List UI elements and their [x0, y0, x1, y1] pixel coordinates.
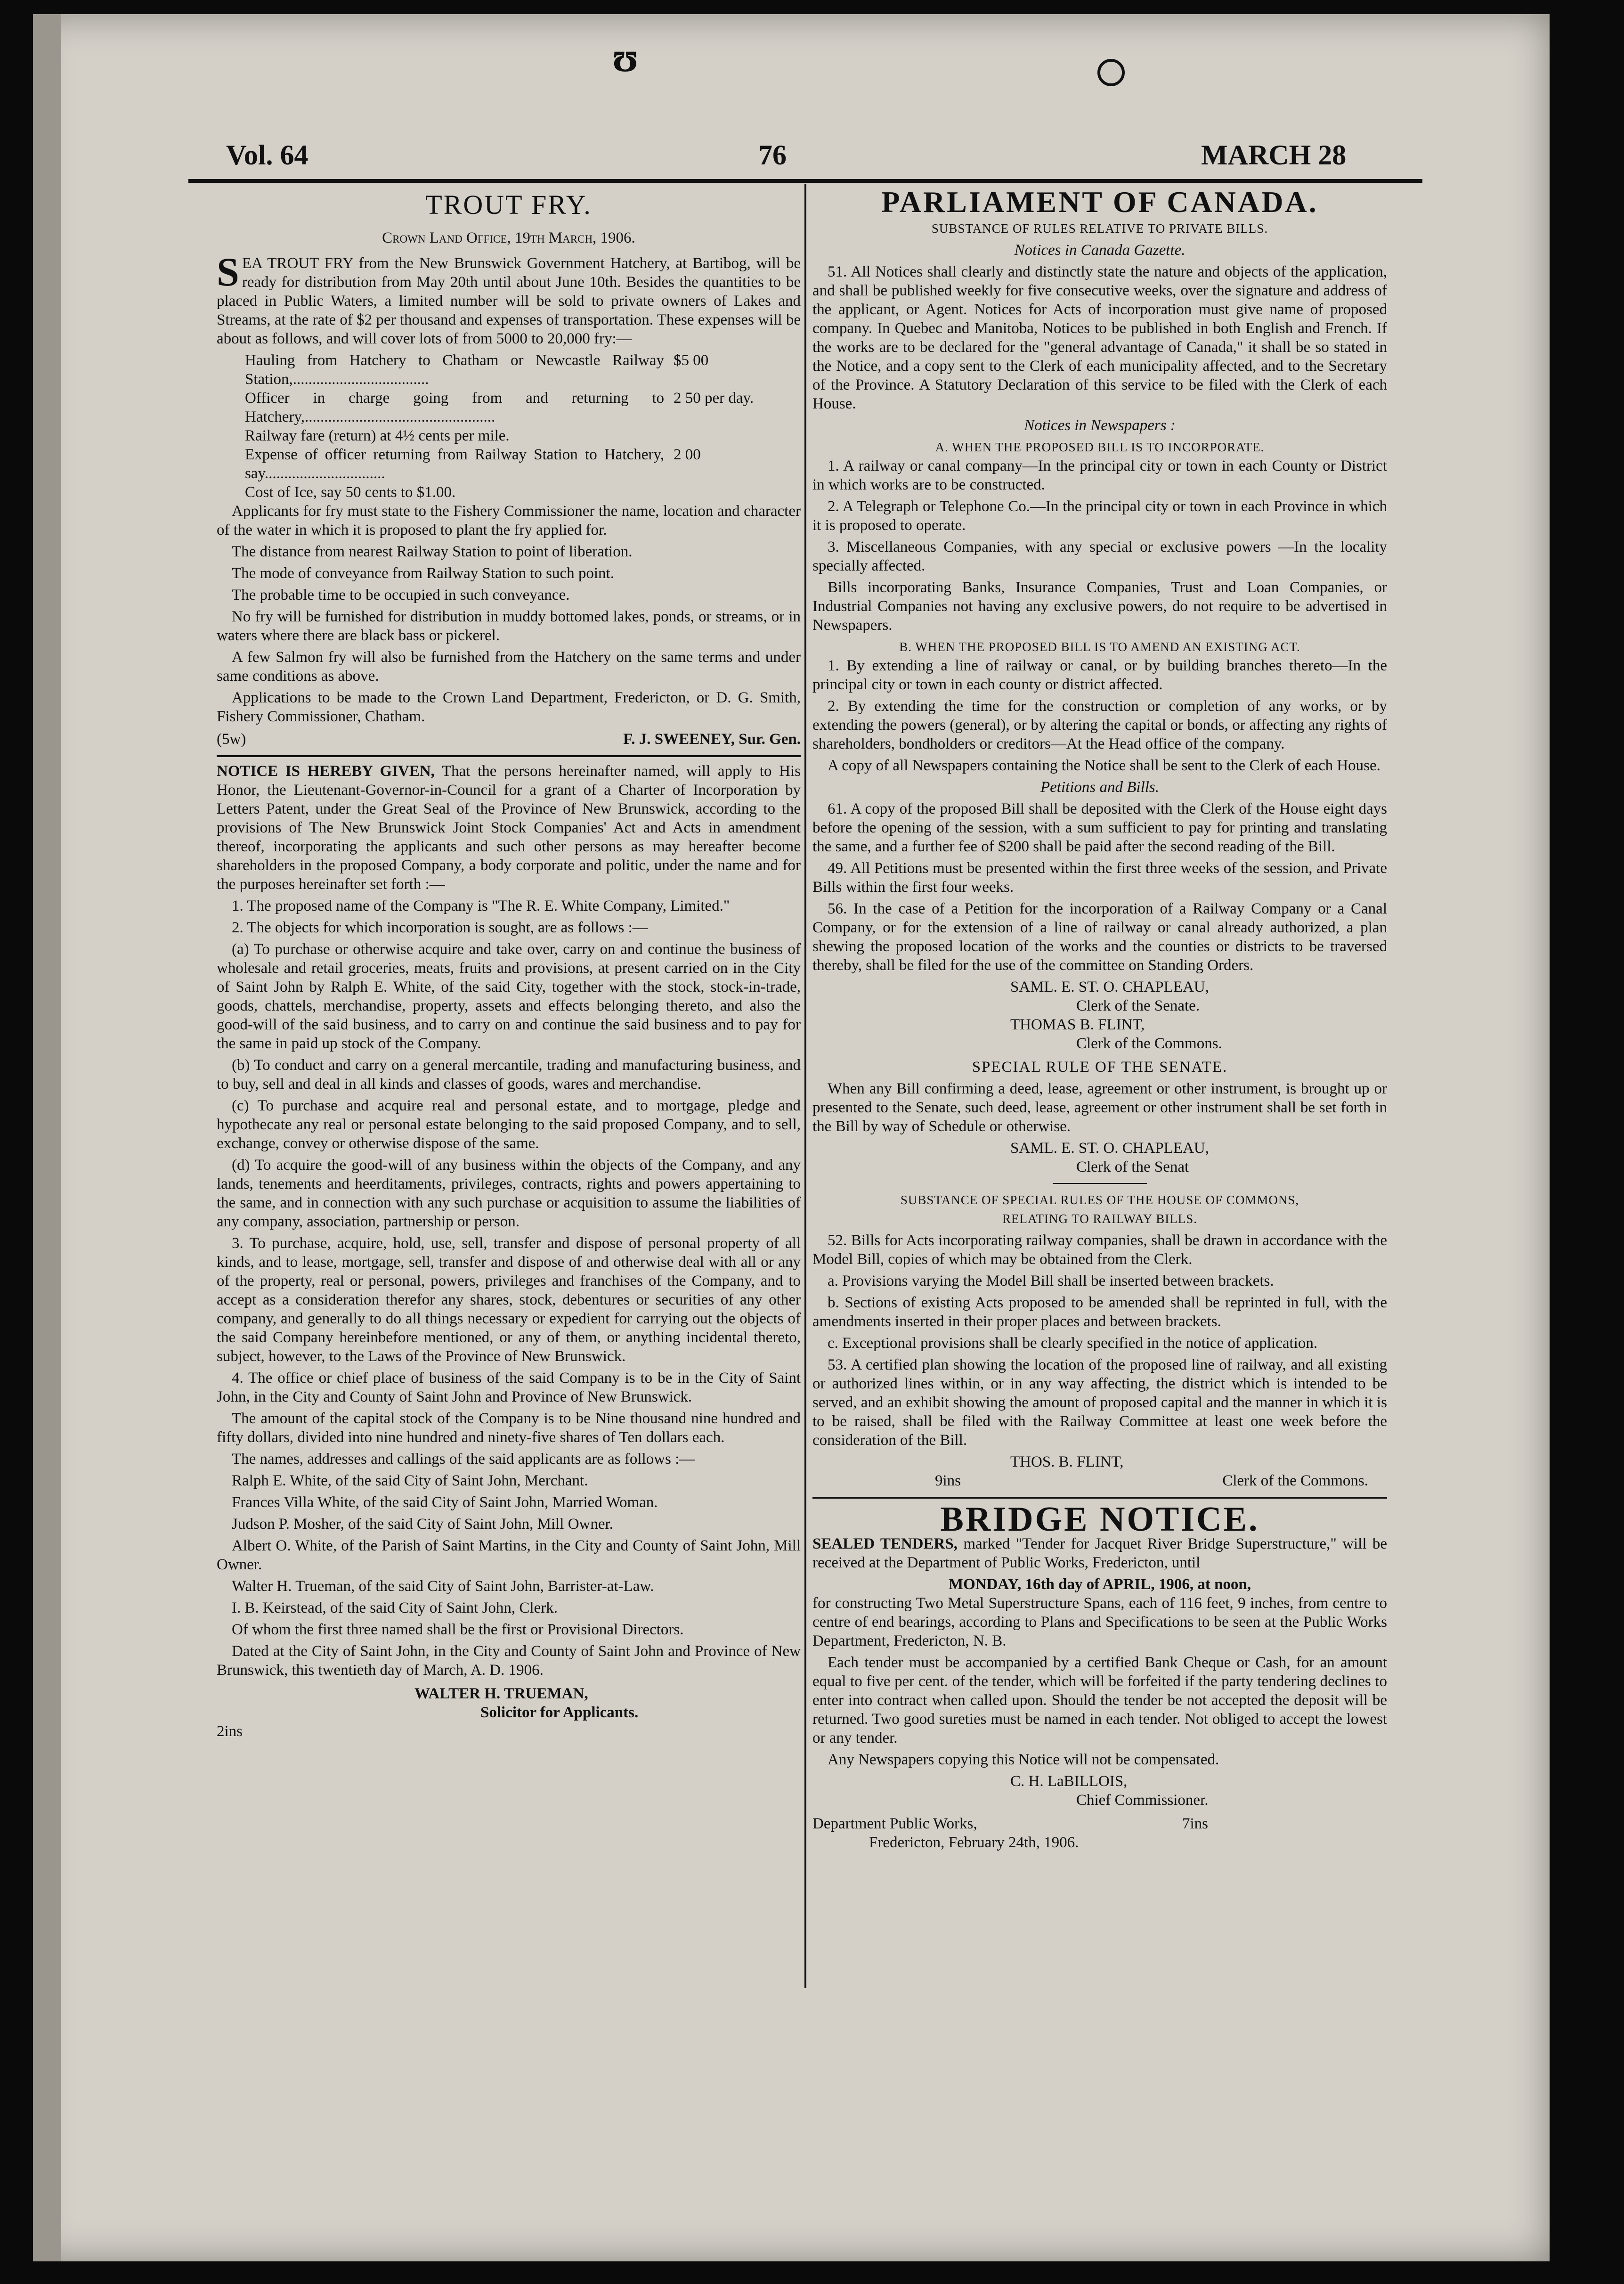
cost-row	[217, 389, 801, 426]
bridge-purpose: for constructing Two Metal Superstructure Spans, each of 116 feet, 9 inches, from centre to centre of end bearings, according to Plans and Specifications to be seen at the Public Works Department, Fredericton, N. B.	[812, 1595, 1387, 1649]
notice-insertion-count: 2ins	[217, 1723, 243, 1740]
senate-clerk-name-2: SAML. E. ST. O. CHAPLEAU,	[1010, 1140, 1209, 1157]
cost-amount: 2 50 per day.	[674, 390, 754, 407]
section-a-heading: A. WHEN THE PROPOSED BILL IS TO INCORPORATE.	[935, 440, 1265, 454]
bridge-department: Department Public Works,	[812, 1815, 977, 1832]
parliament-footer	[812, 1471, 1387, 1490]
bridge-intro: SEALED TENDERS, marked "Tender for Jacquet River Bridge Superstructure," will be received at the Department of Public Works, Fredericton, until	[812, 1535, 1388, 1571]
cost-amount: 2 00	[674, 446, 701, 463]
incorporation-notice-paragraphs	[217, 897, 801, 1680]
issue-date: MARCH 28	[1201, 139, 1347, 171]
commons-clerk-role: Clerk of the Commons.	[1076, 1035, 1222, 1052]
notice-paragraph: I. B. Keirstead, of the said City of Saint John, Clerk.	[232, 1599, 558, 1616]
commons-item: b. Sections of existing Acts proposed to be amended shall be reprinted in full, with the amendments inserted in their proper places and between brackets.	[812, 1294, 1387, 1330]
section-a-item: 1. A railway or canal company—In the principal city or town in each County or District in which works are to be constructed.	[812, 457, 1387, 493]
trout-fry-paragraph: Applicants for fry must state to the Fishery Commissioner the name, location and character of the water in which it is proposed to plant the fry applied for.	[217, 503, 801, 538]
bridge-dept-line	[812, 1814, 1387, 1833]
gazette-heading: Notices in Canada Gazette.	[1014, 242, 1186, 259]
newspapers-heading: Notices in Newspapers :	[1024, 417, 1176, 434]
trout-fry-paragraph: The mode of conveyance from Railway Station to such point.	[232, 565, 614, 582]
left-column	[217, 191, 801, 1741]
commons-item: 52. Bills for Acts incorporating railway companies, shall be drawn in accordance with the Model Bill, copies of which may be obtained from the Clerk.	[812, 1232, 1387, 1268]
notice-paragraph: The amount of the capital stock of the Company is to be Nine thousand nine hundred and fifty dollars, divided into nine hundred and ninety-five shares of Ten dollars each.	[217, 1410, 801, 1446]
notice-paragraph: Frances Villa White, of the said City of Saint John, Married Woman.	[232, 1494, 658, 1511]
header-rule	[188, 179, 1422, 183]
notice-paragraph: Judson P. Mosher, of the said City of Saint John, Mill Owner.	[232, 1516, 613, 1533]
cost-row	[217, 351, 801, 389]
notice-paragraph: Albert O. White, of the Parish of Saint Martins, in the City and County of Saint John, Mill Owner.	[217, 1537, 801, 1573]
binding-edge	[33, 14, 61, 2261]
short-rule	[1053, 1183, 1147, 1184]
senate-clerk-name: SAML. E. ST. O. CHAPLEAU,	[1010, 979, 1209, 995]
bridge-paragraphs	[812, 1653, 1387, 1769]
notice-paragraph: 4. The office or chief place of business of the said Company is to be in the City of Saint John, in the City and County of Saint John and Province of New Brunswick.	[217, 1370, 801, 1405]
bridge-insertions: 7ins	[1182, 1815, 1208, 1832]
commons-clerk-name-2: THOS. B. FLINT,	[1010, 1453, 1124, 1470]
trout-fry-paragraph: Applications to be made to the Crown Land Department, Fredericton, or D. G. Smith, Fishery Commissioner, Chatham.	[217, 689, 801, 725]
notice-paragraph: Dated at the City of Saint John, in the City and County of Saint John and Province of New Brunswick, this twentieth day of March, A. D. 1906.	[217, 1643, 801, 1679]
cost-label: Officer in charge going from and returning to Hatchery,.................................................	[245, 390, 664, 425]
cost-row	[217, 483, 801, 502]
senate-clerk-role: Clerk of the Senate.	[1076, 997, 1200, 1014]
petition-item: 49. All Petitions must be presented within the first three weeks of the session, and Private Bills within the first four weeks.	[812, 860, 1387, 896]
trout-fry-intro: SEA TROUT FRY from the New Brunswick Government Hatchery, at Bartibog, will be ready for distribution from May 20th until about June 10th. Besides the quantities to be placed in Public Waters, a limited number will be sold to private owners of Lakes and Streams, at the rate of $2 per thousand and expenses of transportation. These expenses will be about as follows, and will cover lots of from 5000 to 20,000 fry:—	[217, 249, 801, 347]
cost-amount: $5 00	[674, 352, 709, 369]
commons-item: a. Provisions varying the Model Bill shall be inserted between brackets.	[828, 1273, 1274, 1289]
trout-fry-paragraph: The distance from nearest Railway Station to point of liberation.	[232, 543, 633, 560]
notice-signature-role: Solicitor for Applicants.	[480, 1704, 639, 1721]
section-b-heading: B. WHEN THE PROPOSED BILL IS TO AMEND AN EXISTING ACT.	[899, 640, 1300, 654]
notice-paragraph: 1. The proposed name of the Company is "The R. E. White Company, Limited."	[232, 897, 730, 914]
section-a-item: Bills incorporating Banks, Insurance Companies, Trust and Loan Companies, or Industrial Companies not having any exclusive powers, do not require to be advertised in Newspapers.	[812, 579, 1387, 634]
bridge-paragraph: Any Newspapers copying this Notice will not be compensated.	[828, 1751, 1219, 1768]
incorporation-notice-intro: NOTICE IS HEREBY GIVEN, That the persons hereinafter named, will apply to His Honor, the Lieutenant-Governor-in-Council for a grant of a Charter of Incorporation by Letters Patent, under the Great Seal of the Province of New Brunswick, according to the provisions of The New Brunswick Joint Stock Companies' Act and Acts in amendment thereof, incorporating the applicants and such other persons as may hereafter become shareholders in the proposed Company, a body corporate and politic, under the name and for the purposes hereinafter set forth :—	[217, 763, 801, 893]
section-rule	[217, 755, 801, 757]
trout-fry-signature: F. J. SWEENEY, Sur. Gen.	[623, 731, 801, 748]
senate-clerk-role-2: Clerk of the Senat	[1076, 1158, 1189, 1175]
section-a-items	[812, 457, 1387, 635]
bridge-dept-date: Fredericton, February 24th, 1906.	[869, 1834, 1079, 1851]
trout-fry-paragraph: No fry will be furnished for distribution in muddy bottomed lakes, ponds, or streams, or in waters where there are black bass or pickerel.	[217, 608, 801, 644]
notice-paragraph: 3. To purchase, acquire, hold, use, sell, transfer and dispose of personal property of all kinds, and to lease, mortgage, sell, transfer and dispose of and otherwise deal with all or any of the property, real or personal, powers, privileges and franchises of the Company, and to accept as a consideration therefor any shares, stock, debentures or securities of any other company, and generally to do all things necessary or expedient for carrying out the objects of the said Company hereinbefore mentioned, or any of them, or anything incidental thereto, subject, however, to the Laws of the Province of New Brunswick.	[217, 1235, 801, 1365]
section-b-items	[812, 656, 1387, 775]
page-number: 76	[758, 139, 787, 171]
commons-clerk-name: THOMAS B. FLINT,	[1010, 1016, 1145, 1033]
notice-paragraph: (c) To purchase and acquire real and personal estate, and to mortgage, pledge and hypothecate any real or personal estate belonging to the said proposed Company, and to sell, exchange, convey or otherwise dispose of the same.	[217, 1097, 801, 1152]
rule-51: 51. All Notices shall clearly and distinctly state the nature and objects of the application, and shall be published weekly for five consecutive weeks, over the signature and address of the applicant, or Agent. Notices for Acts of incorporation must give name of proposed company. In Quebec and Manitoba, Notices to be published in both English and French. If the works are to be declared for the "general advantage of Canada," it shall be so stated in the Notice, and a copy sent to the Clerk of each municipality affected, and to the Secretary of the Province. A Statutory Declaration of this service to be filed with the Clerk of each House.	[812, 263, 1387, 412]
bridge-notice-title: BRIDGE NOTICE.	[940, 1500, 1259, 1539]
punch-hole-icon	[1097, 59, 1125, 86]
petition-items	[812, 799, 1387, 975]
trout-fry-paragraphs	[217, 502, 801, 726]
trout-fry-paragraph: A few Salmon fry will also be furnished from the Hatchery on the same terms and under same conditions as above.	[217, 649, 801, 685]
notice-paragraph: 2. The objects for which incorporation is sought, are as follows :—	[232, 919, 648, 936]
senate-rule-text: When any Bill confirming a deed, lease, agreement or other instrument, is brought up or presented to the Senate, such deed, lease, agreement or other instrument shall be set forth in the Bill by way of Schedule or otherwise.	[812, 1080, 1387, 1135]
section-rule-2	[812, 1497, 1387, 1499]
trout-fry-title: TROUT FRY.	[425, 189, 592, 220]
parliament-insertions: 9ins	[935, 1472, 961, 1489]
section-a-item: 3. Miscellaneous Companies, with any special or exclusive powers —In the locality specially affected.	[812, 538, 1387, 574]
insertion-count: (5w)	[217, 731, 246, 748]
senate-rule-heading: SPECIAL RULE OF THE SENATE.	[972, 1059, 1228, 1076]
notice-paragraph: Walter H. Trueman, of the said City of Saint John, Barrister-at-Law.	[232, 1578, 654, 1595]
notice-paragraph: (a) To purchase or otherwise acquire and take over, carry on and continue the business of wholesale and retail groceries, meats, fruits and provisions, at present carried on in the City of Saint John by Ralph E. White, of the said City, together with the stock, stock-in-trade, goods, chattels, merchandise, property, assets and effects belonging thereto, and also the good-will of the said business, and to carry on and continue the said business and to pay for the same in paid up stock of the Company.	[217, 941, 801, 1052]
cost-label: Expense of officer returning from Railway Station to Hatchery, say...............................	[245, 446, 664, 482]
bridge-paragraph: Each tender must be accompanied by a certified Bank Cheque or Cash, for an amount equal to five per cent. of the tender, which will be forfeited if the party tendering declines to enter into contract when called upon. Should the tender be not accepted the deposit will be returned. Two good sureties must be named in each tender. Not obliged to accept the lowest or any tender.	[812, 1654, 1387, 1746]
commons-items	[812, 1231, 1387, 1450]
notice-paragraph: Of whom the first three named shall be the first or Provisional Directors.	[232, 1621, 684, 1638]
section-b-item: A copy of all Newspapers containing the Notice shall be sent to the Clerk of each House.	[828, 757, 1380, 774]
newspaper-page	[33, 14, 1550, 2261]
bridge-deadline: MONDAY, 16th day of APRIL, 1906, at noon,	[948, 1576, 1251, 1593]
notice-paragraph: (d) To acquire the good-will of any business within the objects of the Company, and any lands, tenements and heerditaments, privileges, contracts, rights and powers appertaining to the same, and in connection with any such purchase or acquisition to assume the liabilities of any company, association, partnership or person.	[217, 1157, 801, 1230]
bridge-signature-role: Chief Commissioner.	[1076, 1792, 1209, 1809]
trout-fry-footer	[217, 730, 801, 749]
cost-row	[217, 445, 801, 483]
cost-label: Cost of Ice, say 50 cents to $1.00.	[245, 484, 456, 501]
petitions-heading: Petitions and Bills.	[1040, 779, 1160, 796]
notice-paragraph: (b) To conduct and carry on a general mercantile, trading and manufacturing business, and to buy, sell and deal in all kinds and classes of goods, wares and merchandise.	[217, 1057, 801, 1093]
cost-list	[217, 351, 801, 502]
notice-signature: WALTER H. TRUEMAN,	[414, 1685, 588, 1702]
petition-item: 56. In the case of a Petition for the incorporation of a Railway Company or a Canal Company, or for the extension of a line of railway or canal already authorized, a plan shewing the proposed location of the works and the counties or districts to be traversed thereby, shall be filed for the use of the committee on Standing Orders.	[812, 900, 1387, 974]
commons-heading-2: RELATING TO RAILWAY BILLS.	[1002, 1212, 1197, 1226]
right-column	[812, 185, 1388, 1852]
notice-paragraph: Ralph E. White, of the said City of Saint John, Merchant.	[232, 1472, 588, 1489]
column-rule	[804, 184, 806, 1988]
petition-item: 61. A copy of the proposed Bill shall be deposited with the Clerk of the House eight days before the opening of the session, with a sum sufficient to pay for printing and translating the same, and a further fee of $200 shall be paid after the second reading of the Bill.	[812, 800, 1387, 855]
parliament-title: PARLIAMENT OF CANADA.	[881, 185, 1318, 219]
section-b-item: 2. By extending the time for the construction or completion of any works, or by extending the powers (general), or by altering the capital or bonds, or affecting any rights of shareholders, bondholders or creditors—At the Head office of the company.	[812, 698, 1387, 752]
commons-clerk-role-2: Clerk of the Commons.	[1222, 1472, 1368, 1489]
cost-amount	[664, 483, 801, 502]
cost-label: Railway fare (return) at 4½ cents per mile.	[245, 427, 510, 444]
section-a-item: 2. A Telegraph or Telephone Co.—In the principal city or town in each Province in which it is proposed to operate.	[812, 498, 1387, 534]
bridge-signature: C. H. LaBILLOIS,	[1010, 1773, 1128, 1790]
drop-cap: S	[217, 249, 239, 294]
volume-label: Vol. 64	[226, 139, 309, 171]
trout-fry-dateline: Crown Land Office, 19th March, 1906.	[382, 229, 635, 246]
parliament-subtitle: SUBSTANCE OF RULES RELATIVE TO PRIVATE BILLS.	[931, 221, 1268, 236]
notice-paragraph: The names, addresses and callings of the said applicants are as follows :—	[232, 1451, 695, 1468]
trout-fry-paragraph: The probable time to be occupied in such conveyance.	[232, 587, 570, 604]
commons-item: 53. A certified plan showing the location of the proposed line of railway, and all existing or authorized lines within, or in any way affecting, the district which is intended to be served, and an exhibit showing the amount of proposed capital and the manner in which it is to be raised, shall be filed with the Railway Committee at least one week before the consideration of the Bill.	[812, 1356, 1387, 1449]
section-b-item: 1. By extending a line of railway or canal, or by building branches thereto—In the principal city or town in each county or district affected.	[812, 657, 1387, 693]
cost-amount	[664, 426, 801, 445]
cost-label: Hauling from Hatchery to Chatham or Newcastle Railway Station,...................................	[245, 352, 664, 388]
commons-heading-1: SUBSTANCE OF SPECIAL RULES OF THE HOUSE OF COMMONS,	[900, 1193, 1299, 1207]
handwritten-mark: ʊ	[612, 34, 639, 81]
cost-row	[217, 426, 801, 445]
commons-item: c. Exceptional provisions shall be clearly specified in the notice of application.	[828, 1335, 1318, 1352]
